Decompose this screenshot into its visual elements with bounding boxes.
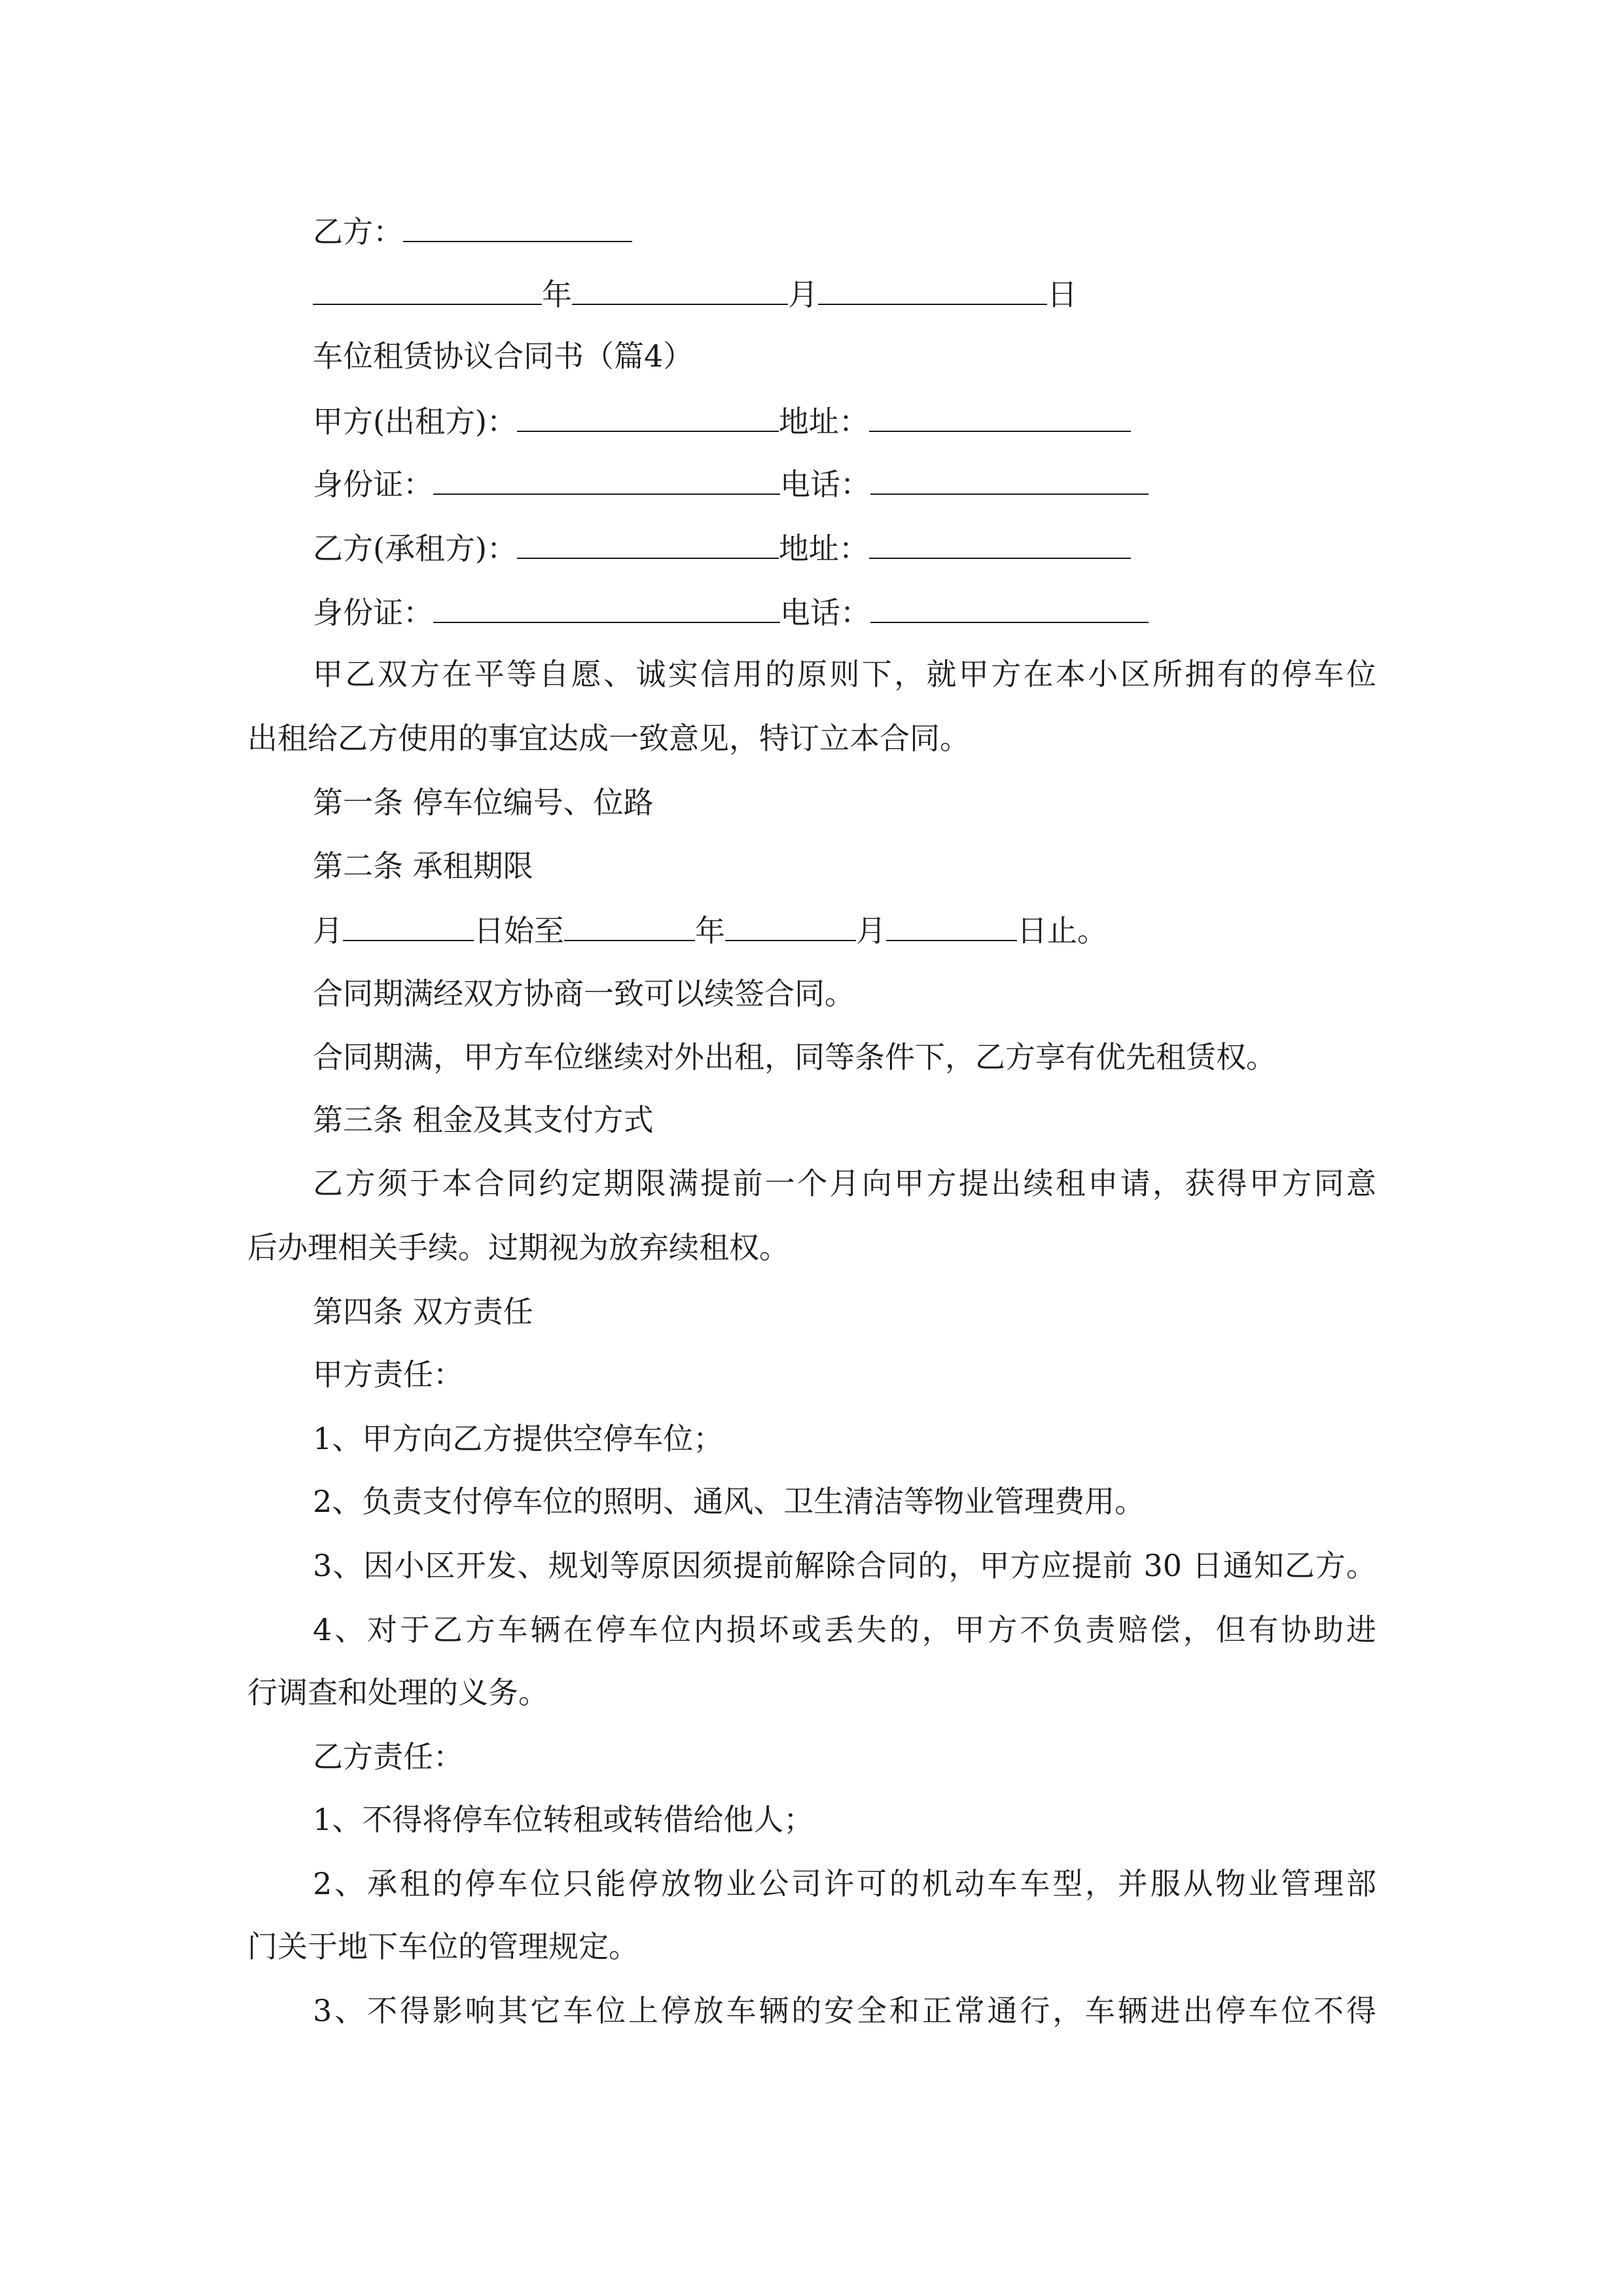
- party-b-signature-blank: [403, 211, 632, 242]
- party-a-duty-4-line-2: 行调查和处理的义务。: [247, 1675, 548, 1710]
- party-b-address-blank: [869, 528, 1131, 559]
- day-blank: [818, 274, 1047, 305]
- term-end-month-blank: [725, 910, 856, 941]
- article-1-heading: 第一条 停车位编号、位路: [313, 785, 654, 820]
- month-blank: [572, 274, 788, 305]
- party-a-phone-label: 电话：: [780, 467, 870, 502]
- party-a-duty-1: 1、甲方向乙方提供空停车位；: [313, 1421, 724, 1456]
- party-a-address-blank: [869, 401, 1131, 432]
- party-a-phone-blank: [870, 463, 1149, 495]
- year-label: 年: [542, 277, 572, 312]
- party-a-name-blank: [517, 401, 779, 432]
- party-b-id-line: [247, 592, 1376, 632]
- year-blank: [313, 274, 542, 305]
- party-b-duty-2-line-2: 门关于地下车位的管理规定。: [247, 1929, 639, 1964]
- article-4-heading: 第四条 双方责任: [313, 1294, 533, 1329]
- term-line: [247, 910, 1376, 950]
- party-b-id-label: 身份证：: [313, 595, 433, 630]
- section-title: 车位租赁协议合同书（篇4）: [313, 338, 694, 374]
- party-a-duty-3: 3、因小区开发、规划等原因须提前解除合同的，甲方应提前 30 日通知乙方。: [313, 1548, 1376, 1583]
- party-a-address-label: 地址：: [778, 404, 869, 439]
- party-b-phone-blank: [870, 592, 1149, 623]
- party-a-duties-heading: 甲方责任：: [313, 1357, 463, 1392]
- day-label: 日: [1047, 277, 1077, 312]
- intro-line-2: 出租给乙方使用的事宜达成一致意见，特订立本合同。: [247, 721, 970, 756]
- party-b-duty-3-line-1: 3、不得影响其它车位上停放车辆的安全和正常通行，车辆进出停车位不得: [313, 1993, 1376, 2028]
- party-b-name-blank: [517, 528, 779, 559]
- article-2-heading: 第二条 承租期限: [313, 848, 533, 884]
- month-label: 月: [788, 277, 818, 312]
- party-b-phone-label: 电话：: [780, 595, 870, 630]
- party-a-duty-2: 2、负责支付停车位的照明、通风、卫生清洁等物业管理费用。: [313, 1484, 1145, 1519]
- renewal-line-1: 合同期满经双方协商一致可以续签合同。: [313, 976, 855, 1011]
- party-b-duty-1: 1、不得将停车位转租或转借给他人；: [313, 1802, 814, 1837]
- party-a-duty-4-line-1: 4、对于乙方车辆在停车位内损坏或丢失的，甲方不负责赔偿，但有协助进: [313, 1612, 1376, 1647]
- party-a-id-line: [247, 463, 1376, 504]
- date-line: [247, 274, 1376, 314]
- party-b-line: [247, 528, 1376, 568]
- party-a-id-label: 身份证：: [313, 467, 433, 502]
- term-end-year-blank: [564, 910, 695, 941]
- party-b-signature-line: [247, 211, 1376, 251]
- party-a-id-blank: [433, 463, 780, 495]
- term-end-day-blank: [886, 910, 1017, 941]
- payment-line-1: 乙方须于本合同约定期限满提前一个月向甲方提出续租申请，获得甲方同意: [313, 1166, 1376, 1201]
- term-month-label: 月: [313, 913, 343, 948]
- term-start-day-blank: [343, 910, 474, 941]
- party-a-line: [247, 401, 1376, 441]
- party-b-label: 乙方(承租方)：: [313, 531, 517, 566]
- party-b-duties-heading: 乙方责任：: [313, 1739, 463, 1774]
- payment-line-2: 后办理相关手续。过期视为放弃续租权。: [247, 1230, 789, 1265]
- term-year-label: 年: [695, 913, 725, 948]
- party-b-address-label: 地址：: [778, 531, 869, 566]
- renewal-line-2: 合同期满，甲方车位继续对外出租，同等条件下，乙方享有优先租赁权。: [313, 1039, 1276, 1075]
- term-end-label: 日止。: [1017, 913, 1107, 948]
- term-start-label: 日始至: [474, 913, 564, 948]
- party-b-id-blank: [433, 592, 780, 623]
- term-month2-label: 月: [856, 913, 886, 948]
- party-a-label: 甲方(出租方)：: [313, 404, 517, 439]
- intro-line-1: 甲乙双方在平等自愿、诚实信用的原则下，就甲方在本小区所拥有的停车位: [313, 656, 1376, 692]
- party-b-duty-2-line-1: 2、承租的停车位只能停放物业公司许可的机动车车型，并服从物业管理部: [313, 1866, 1376, 1901]
- article-3-heading: 第三条 租金及其支付方式: [313, 1102, 654, 1138]
- party-b-signature-label: 乙方：: [313, 214, 403, 249]
